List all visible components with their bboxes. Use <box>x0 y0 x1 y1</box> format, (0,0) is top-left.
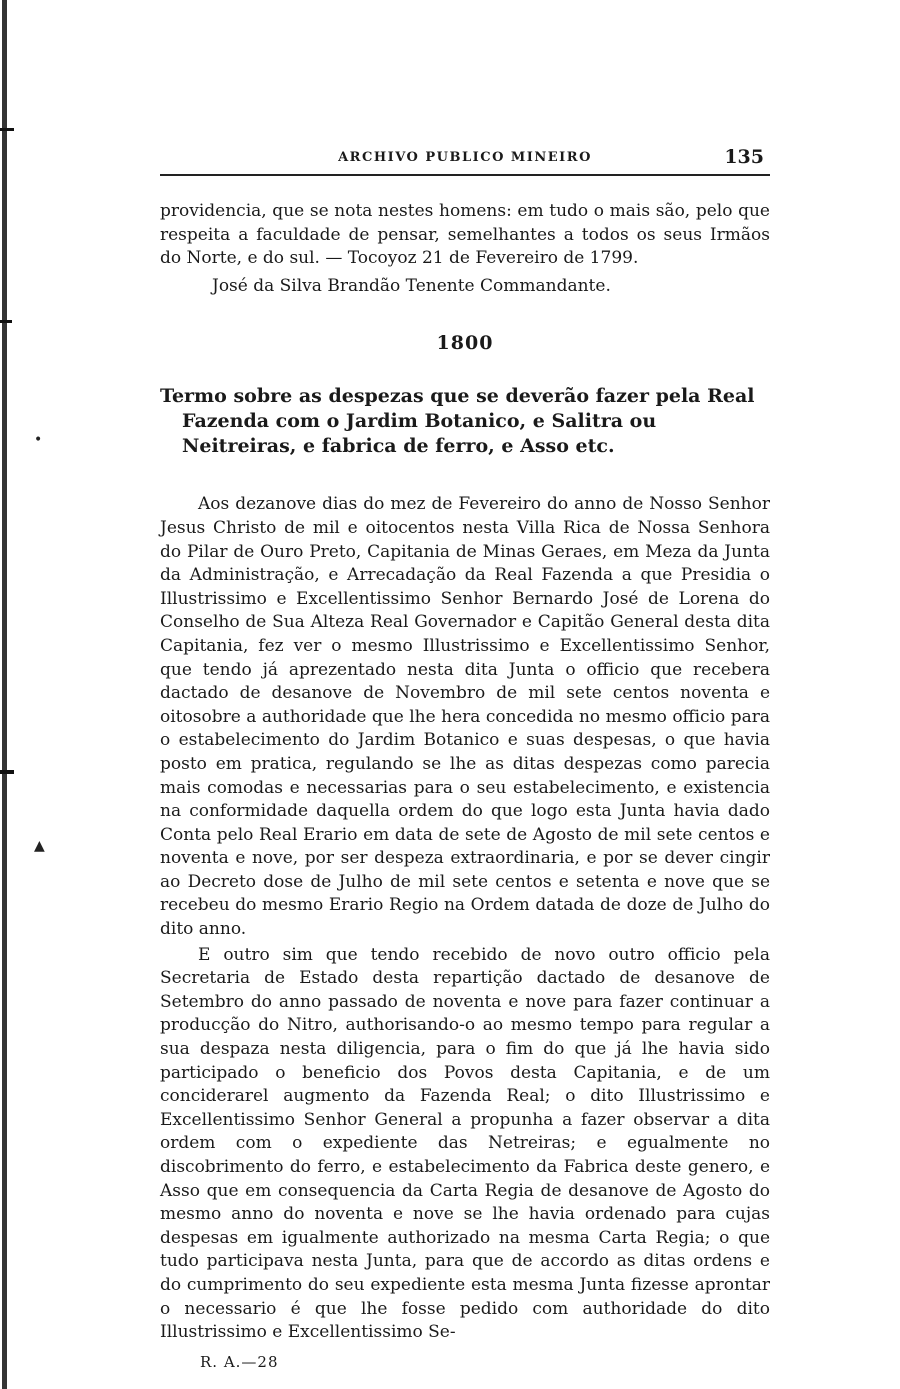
signature-line: José da Silva Brandão Tenente Commandante. <box>212 275 611 296</box>
page-number: 135 <box>724 146 764 168</box>
section-year: 1800 <box>436 332 494 355</box>
page-header <box>160 140 770 176</box>
intro-paragraph: providencia, que se nota nestes homens: em tudo o mais são, pelo que respeita a faculdade de pensar, semelhantes a todos os seus Irmãos do Norte, e do sul. — Tocoyoz 21 de Fevereiro de 1799. <box>160 201 770 269</box>
running-title: ARCHIVO PUBLICO MINEIRO <box>338 150 592 165</box>
printer-signature-mark: R. A.—28 <box>200 1352 279 1371</box>
binding-edge <box>0 0 16 1389</box>
page <box>160 140 770 1371</box>
section-heading: Termo sobre as despezas que se deverão fazer pela Real Fazenda com o Jardim Botanico, e Salitra ou Neitreiras, e fabrica de ferro, e Asso etc. <box>160 385 755 458</box>
ink-mark-2: ▲ <box>34 838 45 854</box>
ink-mark-1: • <box>34 432 43 448</box>
body-paragraph-1: Aos dezanove dias do mez de Fevereiro do anno de Nosso Senhor Jesus Christo de mil e oitocentos nesta Villa Rica de Nossa Senhora do Pilar de Ouro Preto, Capitania de Minas Geraes, em Meza da Junta da Administração, e Arrecadação da Real Fazenda a que Presidia o Illustrissimo e Excellentissimo Senhor Bernardo José de Lorena do Conselho de Sua Alteza Real Governador e Capitão General desta dita Capitania, fez ver o mesmo Illustrissimo e Excellentissimo Senhor, que tendo já aprezentado nesta dita Junta o officio que recebera dactado de desanove de Novembro de mil sete centos noventa e oitosobre a authoridade que lhe hera concedida no mesmo officio para o estabelecimento do Jardim Botanico e suas despesas, o que havia posto em pratica, regulando se lhe as ditas despezas como parecia mais comodas e necessarias para o seu estabelecimento, e existencia na conformidade daquella ordem do que logo esta Junta havia dado Conta pelo Real Erario em data de sete de Agosto de mil sete centos e noventa e nove, por ser despeza extraordinaria, e por se dever cingir ao Decreto dose de Julho de mil sete centos e setenta e nove que se recebeu do mesmo Erario Regio na Ordem datada de doze de Julho do dito anno. <box>160 494 770 940</box>
body-paragraph-2: E outro sim que tendo recebido de novo outro officio pela Secretaria de Estado desta repartição dactado de desanove de Setembro do anno passado de noventa e nove para fazer continuar a producção do Nitro, authorisando-o ao mesmo tempo para regular a sua despaza nesta diligencia, para o fim do que já lhe havia sido participado o beneficio dos Povos desta Capitania, e de um conciderarel augmento da Fazenda Real; o dito Illustrissimo e Excellentissimo Senhor General a propunha a fazer observar a dita ordem com o expediente das Netreiras; e egualmente no discobrimento do ferro, e estabelecimento da Fabrica deste genero, e Asso que em consequencia da Carta Regia de desanove de Agosto do mesmo anno do noventa e nove se lhe havia ordenado para cujas despesas em igualmente authorizado na mesma Carta Regia; o que tudo participava nesta Junta, para que de accordo as ditas ordens e do cumprimento do seu expediente esta mesma Junta fizesse aprontar o necessario é que lhe fosse pedido com authoridade do dito Illustrissimo e Excellentissimo Se- <box>160 944 770 1343</box>
